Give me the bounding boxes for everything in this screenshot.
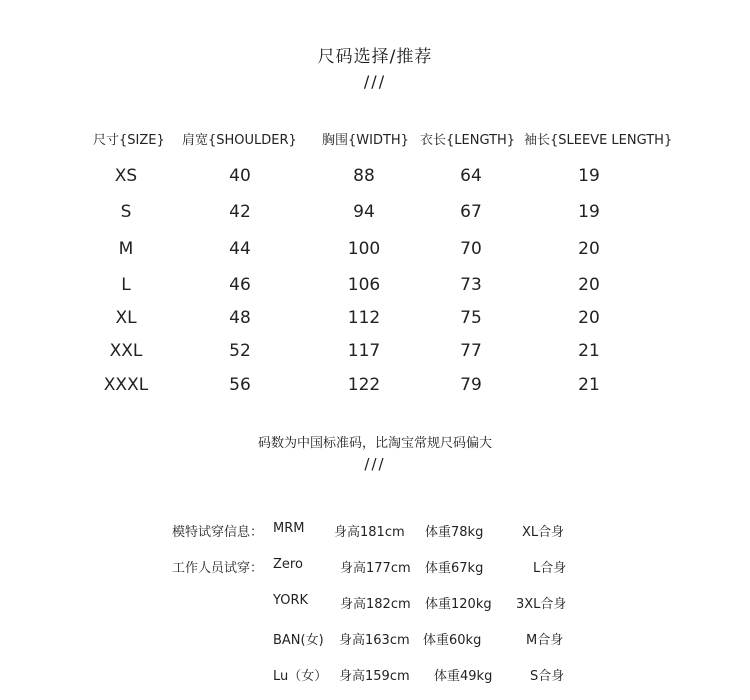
model-weight: 体重78kg bbox=[425, 525, 484, 540]
model-fit: M合身 bbox=[526, 633, 564, 648]
cell-shoulder: 46 bbox=[229, 275, 251, 295]
cell-length: 73 bbox=[460, 275, 482, 295]
cell-width: 88 bbox=[353, 166, 375, 186]
model-height: 身高159cm bbox=[339, 669, 410, 684]
cell-length: 79 bbox=[460, 375, 482, 395]
cell-sleeve: 20 bbox=[578, 275, 600, 295]
cell-width: 94 bbox=[353, 202, 375, 222]
header-shoulder: 肩宽{SHOULDER} bbox=[182, 133, 297, 148]
cell-sleeve: 21 bbox=[578, 341, 600, 361]
cell-width: 106 bbox=[347, 275, 381, 295]
cell-sleeve: 19 bbox=[578, 166, 600, 186]
model-weight: 体重60kg bbox=[423, 633, 482, 648]
cell-length: 64 bbox=[460, 166, 482, 186]
model-fit: L合身 bbox=[533, 561, 567, 576]
cell-size: M bbox=[118, 239, 134, 259]
divider-slashes: /// bbox=[363, 72, 387, 91]
cell-length: 67 bbox=[460, 202, 482, 222]
model-height: 身高163cm bbox=[339, 633, 410, 648]
model-fit: S合身 bbox=[530, 669, 565, 684]
cell-shoulder: 44 bbox=[229, 239, 251, 259]
model-name: BAN(女) bbox=[273, 633, 324, 648]
cell-sleeve: 20 bbox=[578, 239, 600, 259]
model-height: 身高177cm bbox=[340, 561, 411, 576]
cell-width: 117 bbox=[347, 341, 381, 361]
cell-size: L bbox=[121, 275, 131, 295]
model-name: Lu（女） bbox=[273, 669, 328, 684]
cell-length: 77 bbox=[460, 341, 482, 361]
model-name: Zero bbox=[273, 557, 303, 572]
size-note: 码数为中国标准码，比淘宝常规尺码偏大 bbox=[257, 436, 492, 451]
cell-sleeve: 19 bbox=[578, 202, 600, 222]
model-name: MRM bbox=[273, 521, 305, 536]
staff-label: 工作人员试穿： bbox=[172, 561, 264, 576]
model-fit: XL合身 bbox=[522, 525, 565, 540]
header-length: 衣长{LENGTH} bbox=[420, 133, 516, 148]
model-fit: 3XL合身 bbox=[516, 597, 567, 612]
cell-length: 70 bbox=[460, 239, 482, 259]
cell-shoulder: 48 bbox=[229, 308, 251, 328]
header-width: 胸围{WIDTH} bbox=[322, 133, 409, 148]
header-sleeve-length: 袖长{SLEEVE LENGTH} bbox=[524, 133, 673, 148]
cell-shoulder: 40 bbox=[229, 166, 251, 186]
page-title: 尺码选择/推荐 bbox=[317, 47, 433, 67]
model-weight: 体重67kg bbox=[425, 561, 484, 576]
header-size: 尺寸{SIZE} bbox=[93, 133, 165, 148]
cell-size: XS bbox=[114, 166, 138, 186]
model-height: 身高182cm bbox=[340, 597, 411, 612]
cell-size: S bbox=[120, 202, 132, 222]
cell-width: 122 bbox=[347, 375, 381, 395]
divider-slashes-2: /// bbox=[364, 455, 386, 473]
model-weight: 体重120kg bbox=[425, 597, 492, 612]
cell-shoulder: 42 bbox=[229, 202, 251, 222]
cell-length: 75 bbox=[460, 308, 482, 328]
cell-sleeve: 20 bbox=[578, 308, 600, 328]
cell-size: XXL bbox=[109, 341, 143, 361]
cell-shoulder: 52 bbox=[229, 341, 251, 361]
model-name: YORK bbox=[273, 593, 309, 608]
cell-size: XL bbox=[115, 308, 137, 328]
cell-size: XXXL bbox=[103, 375, 149, 395]
cell-width: 100 bbox=[347, 239, 381, 259]
cell-shoulder: 56 bbox=[229, 375, 251, 395]
model-height: 身高181cm bbox=[334, 525, 405, 540]
model-label: 模特试穿信息： bbox=[172, 525, 264, 540]
model-weight: 体重49kg bbox=[434, 669, 493, 684]
cell-sleeve: 21 bbox=[578, 375, 600, 395]
cell-width: 112 bbox=[347, 308, 381, 328]
